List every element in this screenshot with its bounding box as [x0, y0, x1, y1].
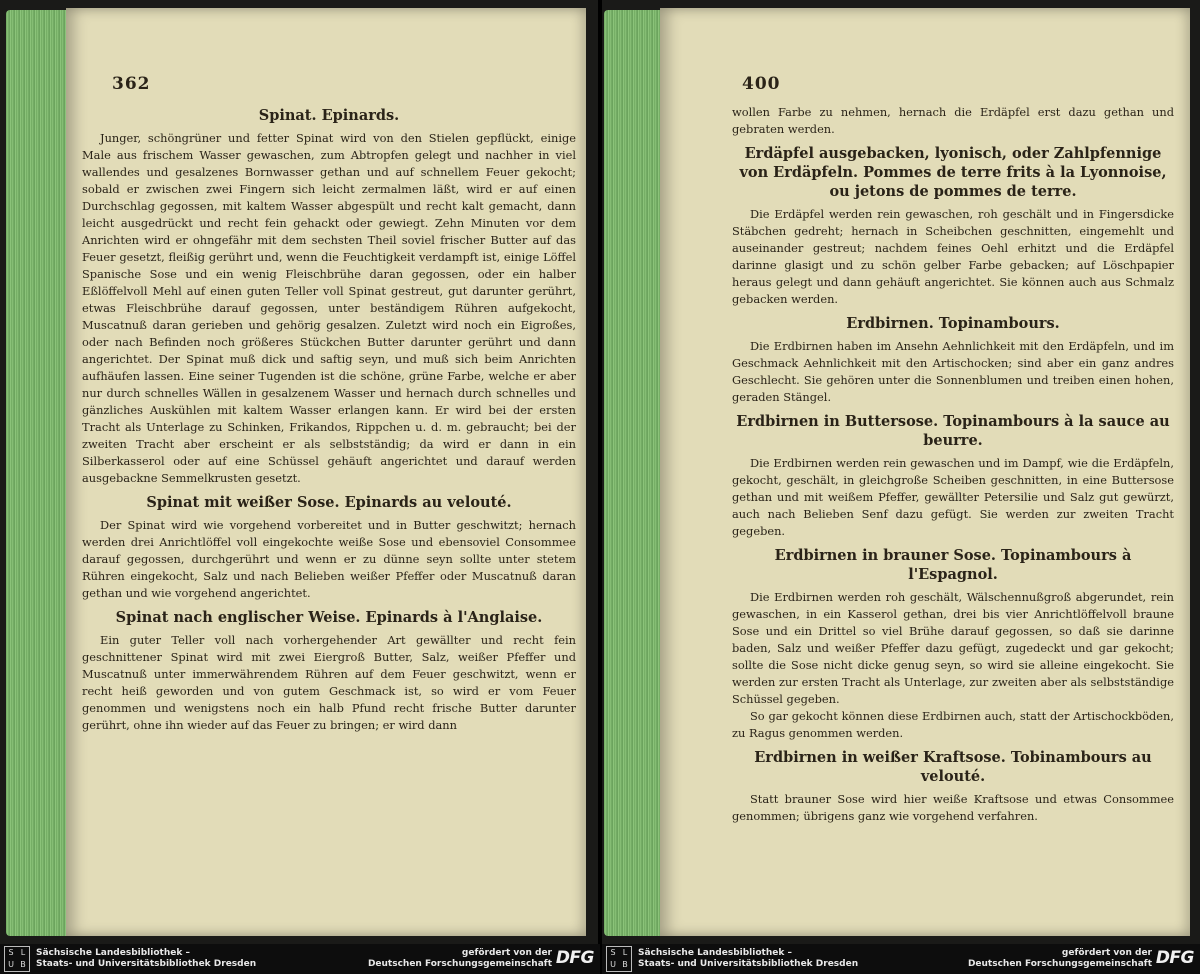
institution-name: Sächsische Landesbibliothek – Staats- und Universitätsbibliothek Dresden	[638, 948, 859, 969]
left-page-text-column	[82, 100, 576, 734]
section-heading: Spinat nach englischer Weise. Epinards à l'Anglaise.	[115, 609, 543, 626]
dfg-logo: DFG	[555, 948, 594, 968]
section-heading: Erdbirnen in weißer Kraftsose. Tobinambours au velouté.	[754, 749, 1152, 785]
slub-logo: S L U B	[606, 946, 632, 972]
section-heading: Erdäpfel ausgebacken, lyonisch, oder Zahlpfennige von Erdäpfeln. Pommes de terre frits à la Lyonnoise, ou jetons de pommes de terre.	[739, 145, 1167, 200]
slub-logo: S L U B	[4, 946, 30, 972]
funding-note: gefördert von der Deutschen Forschungsgemeinschaft	[967, 948, 1152, 969]
left-page-number: 362	[112, 74, 151, 94]
section-paragraph: Die Erdäpfel werden rein gewaschen, roh geschält und in Fingersdicke Stäbchen gedreht; hernach in Scheibchen geschnitten, eingemehlt und auseinander gestreut; nachdem feines Oehl erhitzt und die Erdäpfel darinne glasigt und zu schön gelber Farbe gebacken; auf Löschpapier heraus gelegt und dann gehäuft angerichtet. Sie können auch aus Schmalz gebacken werden.	[732, 207, 1174, 306]
section-paragraph: Ein guter Teller voll nach vorhergehender Art gewällter und recht fein geschnittener Spinat wird mit zwei Eiergroß Butter, Salz, weißer Pfeffer und Muscatnuß unter immerwährendem Rühren auf dem Feuer geschwitzt, wenn er recht heiß geworden und von gutem Geschmack ist, so wird er vom Feuer genommen und wenigstens noch ein halb Pfund recht frische Butter darunter gerührt, ohne ihn wieder auf das Feuer zu bringen; er wird dann	[82, 633, 576, 732]
section-heading: Spinat mit weißer Sose. Epinards au velouté.	[146, 494, 512, 511]
right-page-scan	[602, 0, 1200, 944]
continued-text: wollen Farbe zu nehmen, hernach die Erdäpfel erst dazu gethan und gebraten werden.	[732, 105, 1174, 136]
section-paragraph: Die Erdbirnen werden rein gewaschen und im Dampf, wie die Erdäpfeln, gekocht, geschält, in gleichgroße Scheiben geschnitten, in eine Buttersose gethan und mit weißem Pfeffer, gewällter Petersilie und Salz gut gewürzt, auch nach Belieben Senf dazu gefügt. Sie werden zur zweiten Tracht gegeben.	[732, 456, 1174, 538]
section-paragraph: Die Erdbirnen werden roh geschält, Wälschennußgroß abgerundet, rein gewaschen, in ein Kasserol gethan, drei bis vier Anrichtlöffelvoll braune Sose und ein Drittel so viel Brühe darauf gegossen, so daß sie darinne baden, Salz und weißer Pfeffer dazu gefügt, zugedeckt und gar gekocht; sollte die Sose nicht dicke genug seyn, so wird sie alleine eingekocht. Sie werden zur ersten Tracht als Unterlage, zur zweiten aber als selbstständige Schüssel gegeben.	[732, 590, 1174, 706]
institution-name: Sächsische Landesbibliothek – Staats- und Universitätsbibliothek Dresden	[36, 948, 257, 969]
section-heading: Spinat. Epinards.	[258, 107, 400, 124]
right-footer-bar	[602, 944, 1200, 974]
section-paragraph: So gar gekocht können diese Erdbirnen auch, statt der Artischockböden, zu Ragus genommen werden.	[732, 709, 1174, 740]
right-page-stack-edge	[604, 10, 662, 936]
section-heading: Erdbirnen. Topinambours.	[846, 315, 1060, 332]
left-page-scan	[0, 0, 598, 944]
section-heading: Erdbirnen in brauner Sose. Topinambours à l'Espagnol.	[774, 547, 1132, 583]
right-page-text-column	[732, 104, 1174, 825]
section-paragraph: Die Erdbirnen haben im Ansehn Aehnlichkeit mit den Erdäpfeln, und im Geschmack Aehnlichkeit mit den Artischocken; sind aber ein ganz andres Geschlecht. Sie gehören unter die Sonnenblumen und treiben einen hohen, geraden Stängel.	[732, 339, 1174, 404]
dfg-logo: DFG	[1155, 948, 1194, 968]
right-page-number: 400	[742, 74, 781, 94]
section-paragraph: Junger, schöngrüner und fetter Spinat wird von den Stielen gepflückt, einige Male aus frischem Wasser gewaschen, zum Abtropfen gelegt und nachher in viel wallendes und gesalzenes Bornwasser gethan und auf schnellem Feuer gekocht; sobald er zwischen zwei Fingern sich leicht zermalmen läßt, wird er auf einen Durchschlag gegossen, mit kaltem Wasser abgespült und recht kalt gemacht, dann leicht ausgedrückt und recht fein gehackt oder gewiegt. Zehn Minuten vor dem Anrichten wird er ohngefähr mit dem sechsten Theil soviel frischer Butter auf das Feuer gesetzt, fleißig gerührt und, wenn die Feuchtigkeit verdampft ist, einige Löffel Spanische Sose und ein wenig Fleischbrühe daran gegossen, oder ein halber Eßlöffelvoll Mehl auf einen guten Teller voll Spinat gestreut, gut darunter gerührt, etwas Fleischbrühe darauf gegossen, unter beständigem Rühren aufgekocht, Muscatnuß daran gerieben und gehörig gesalzen. Zuletzt wird noch ein Eigroßes, oder nach Befinden noch größeres Stückchen Butter darunter gerührt und dann angerichtet. Der Spinat muß dick und saftig seyn, und muß sich beim Anrichten aufhäufen lassen. Eine seiner Tugenden ist die schöne, grüne Farbe, welche er aber nur durch schnelles Wällen in gesalzenem Wasser und hernach durch schnelles und gänzliches Auskühlen mit kaltem Wasser erlangen kann. Er wird bei der ersten Tracht als Unterlage zu Schinken, Frikandos, Rippchen u. d. m. gebraucht; bei der zweiten Tracht aber erscheint er als selbstständig; da wird er dann in ein Silberkasserol oder auf eine Schüssel gehäuft angerichtet und darauf werden ausgebackne Semmelkrusten gesetzt.	[82, 131, 576, 485]
funding-note: gefördert von der Deutschen Forschungsgemeinschaft	[367, 948, 552, 969]
left-footer-bar	[0, 944, 600, 974]
left-page-stack-edge	[6, 10, 68, 936]
section-paragraph: Der Spinat wird wie vorgehend vorbereitet und in Butter geschwitzt; hernach werden drei Anrichtlöffel voll eingekochte weiße Sose und ebensoviel Consommee darauf gegossen, durchgerührt und wenn er zu dünne seyn sollte unter stetem Rühren eingekocht, Salz und nach Belieben weißer Pfeffer oder Muscatnuß daran gethan und wie vorgehend angerichtet.	[82, 518, 576, 600]
section-heading: Erdbirnen in Buttersose. Topinambours à la sauce au beurre.	[736, 413, 1170, 449]
section-paragraph: Statt brauner Sose wird hier weiße Kraftsose und etwas Consommee genommen; übrigens ganz wie vorgehend verfahren.	[732, 792, 1174, 823]
